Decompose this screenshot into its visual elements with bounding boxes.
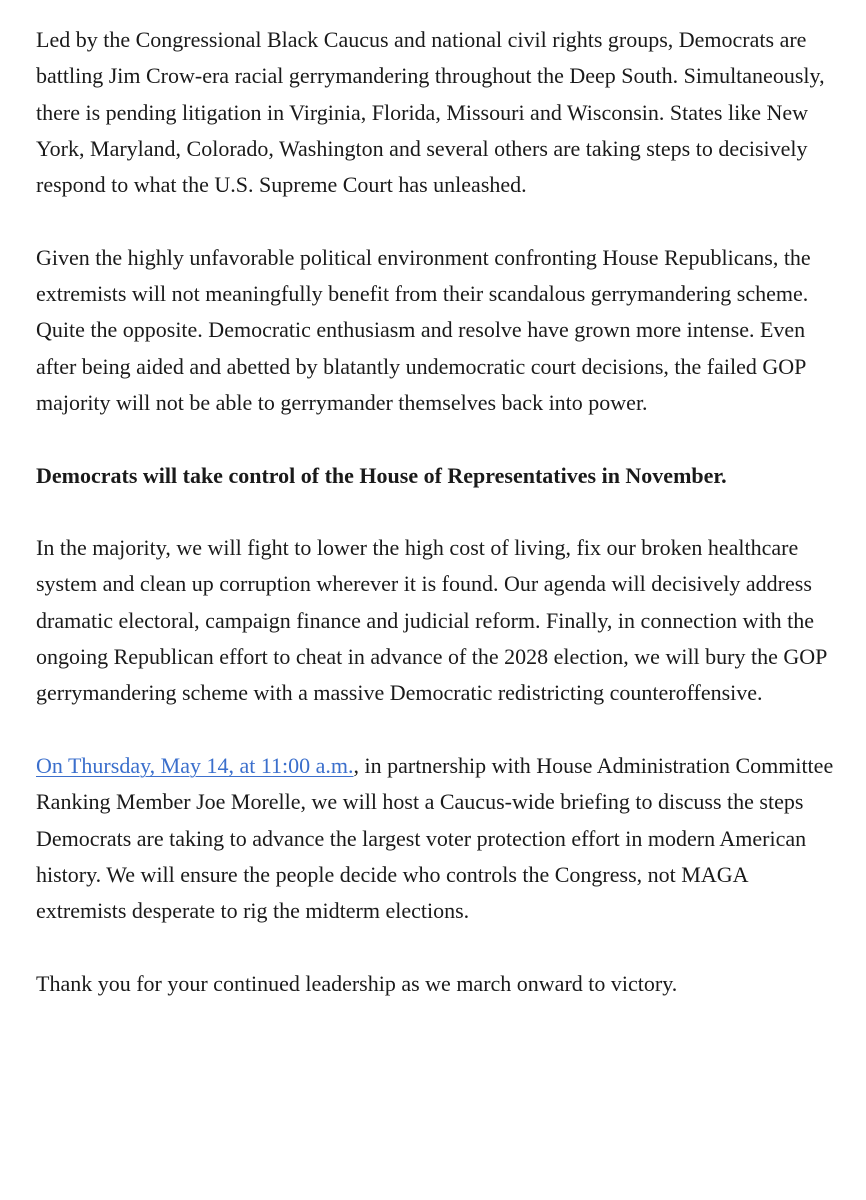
briefing-date-link[interactable]: On Thursday, May 14, at 11:00 a.m. xyxy=(36,752,354,778)
paragraph-racial-gerrymandering: Led by the Congressional Black Caucus and national civil rights groups, Democrats are battling Jim Crow-era racial gerrymandering throughout the Deep South. Simultaneously, there is pending litigation in Virginia, Florida, Missouri and Wisconsin. States like New York, Maryland, Colorado, Washington and several others are taking steps to decisively respond to what the U.S. Supreme Court has unleashed. xyxy=(36,27,825,198)
closing-line: Thank you for your continued leadership as we march onward to victory. xyxy=(36,970,678,996)
briefing-description: , in partnership with House Administration Committee Ranking Member Joe Morelle, we will host a Caucus-wide briefing to discuss the steps Democrats are taking to advance the largest voter protection effort in modern American history. We will ensure the people decide who controls the Congress, not MAGA extremists desperate to rig the midterm elections. xyxy=(36,752,834,924)
bold-statement-house-control: Democrats will take control of the House of Representatives in November. xyxy=(36,462,727,488)
paragraph-briefing xyxy=(36,748,836,929)
paragraph-political-environment: Given the highly unfavorable political environment confronting House Republicans, the extremists will not meaningfully benefit from their scandalous gerrymandering scheme. Quite the opposite. Democratic enthusiasm and resolve have grown more intense. Even after being aided and abetted by blatantly undemocratic court decisions, the failed GOP majority will not be able to gerrymander themselves back into power. xyxy=(36,244,811,415)
paragraph-majority-agenda: In the majority, we will fight to lower the high cost of living, fix our broken healthcare system and clean up corruption wherever it is found. Our agenda will decisively address dramatic electoral, campaign finance and judicial reform. Finally, in connection with the ongoing Republican effort to cheat in advance of the 2028 election, we will bury the GOP gerrymandering scheme with a massive Democratic redistricting counteroffensive. xyxy=(36,535,827,706)
letter-body xyxy=(36,22,836,1002)
